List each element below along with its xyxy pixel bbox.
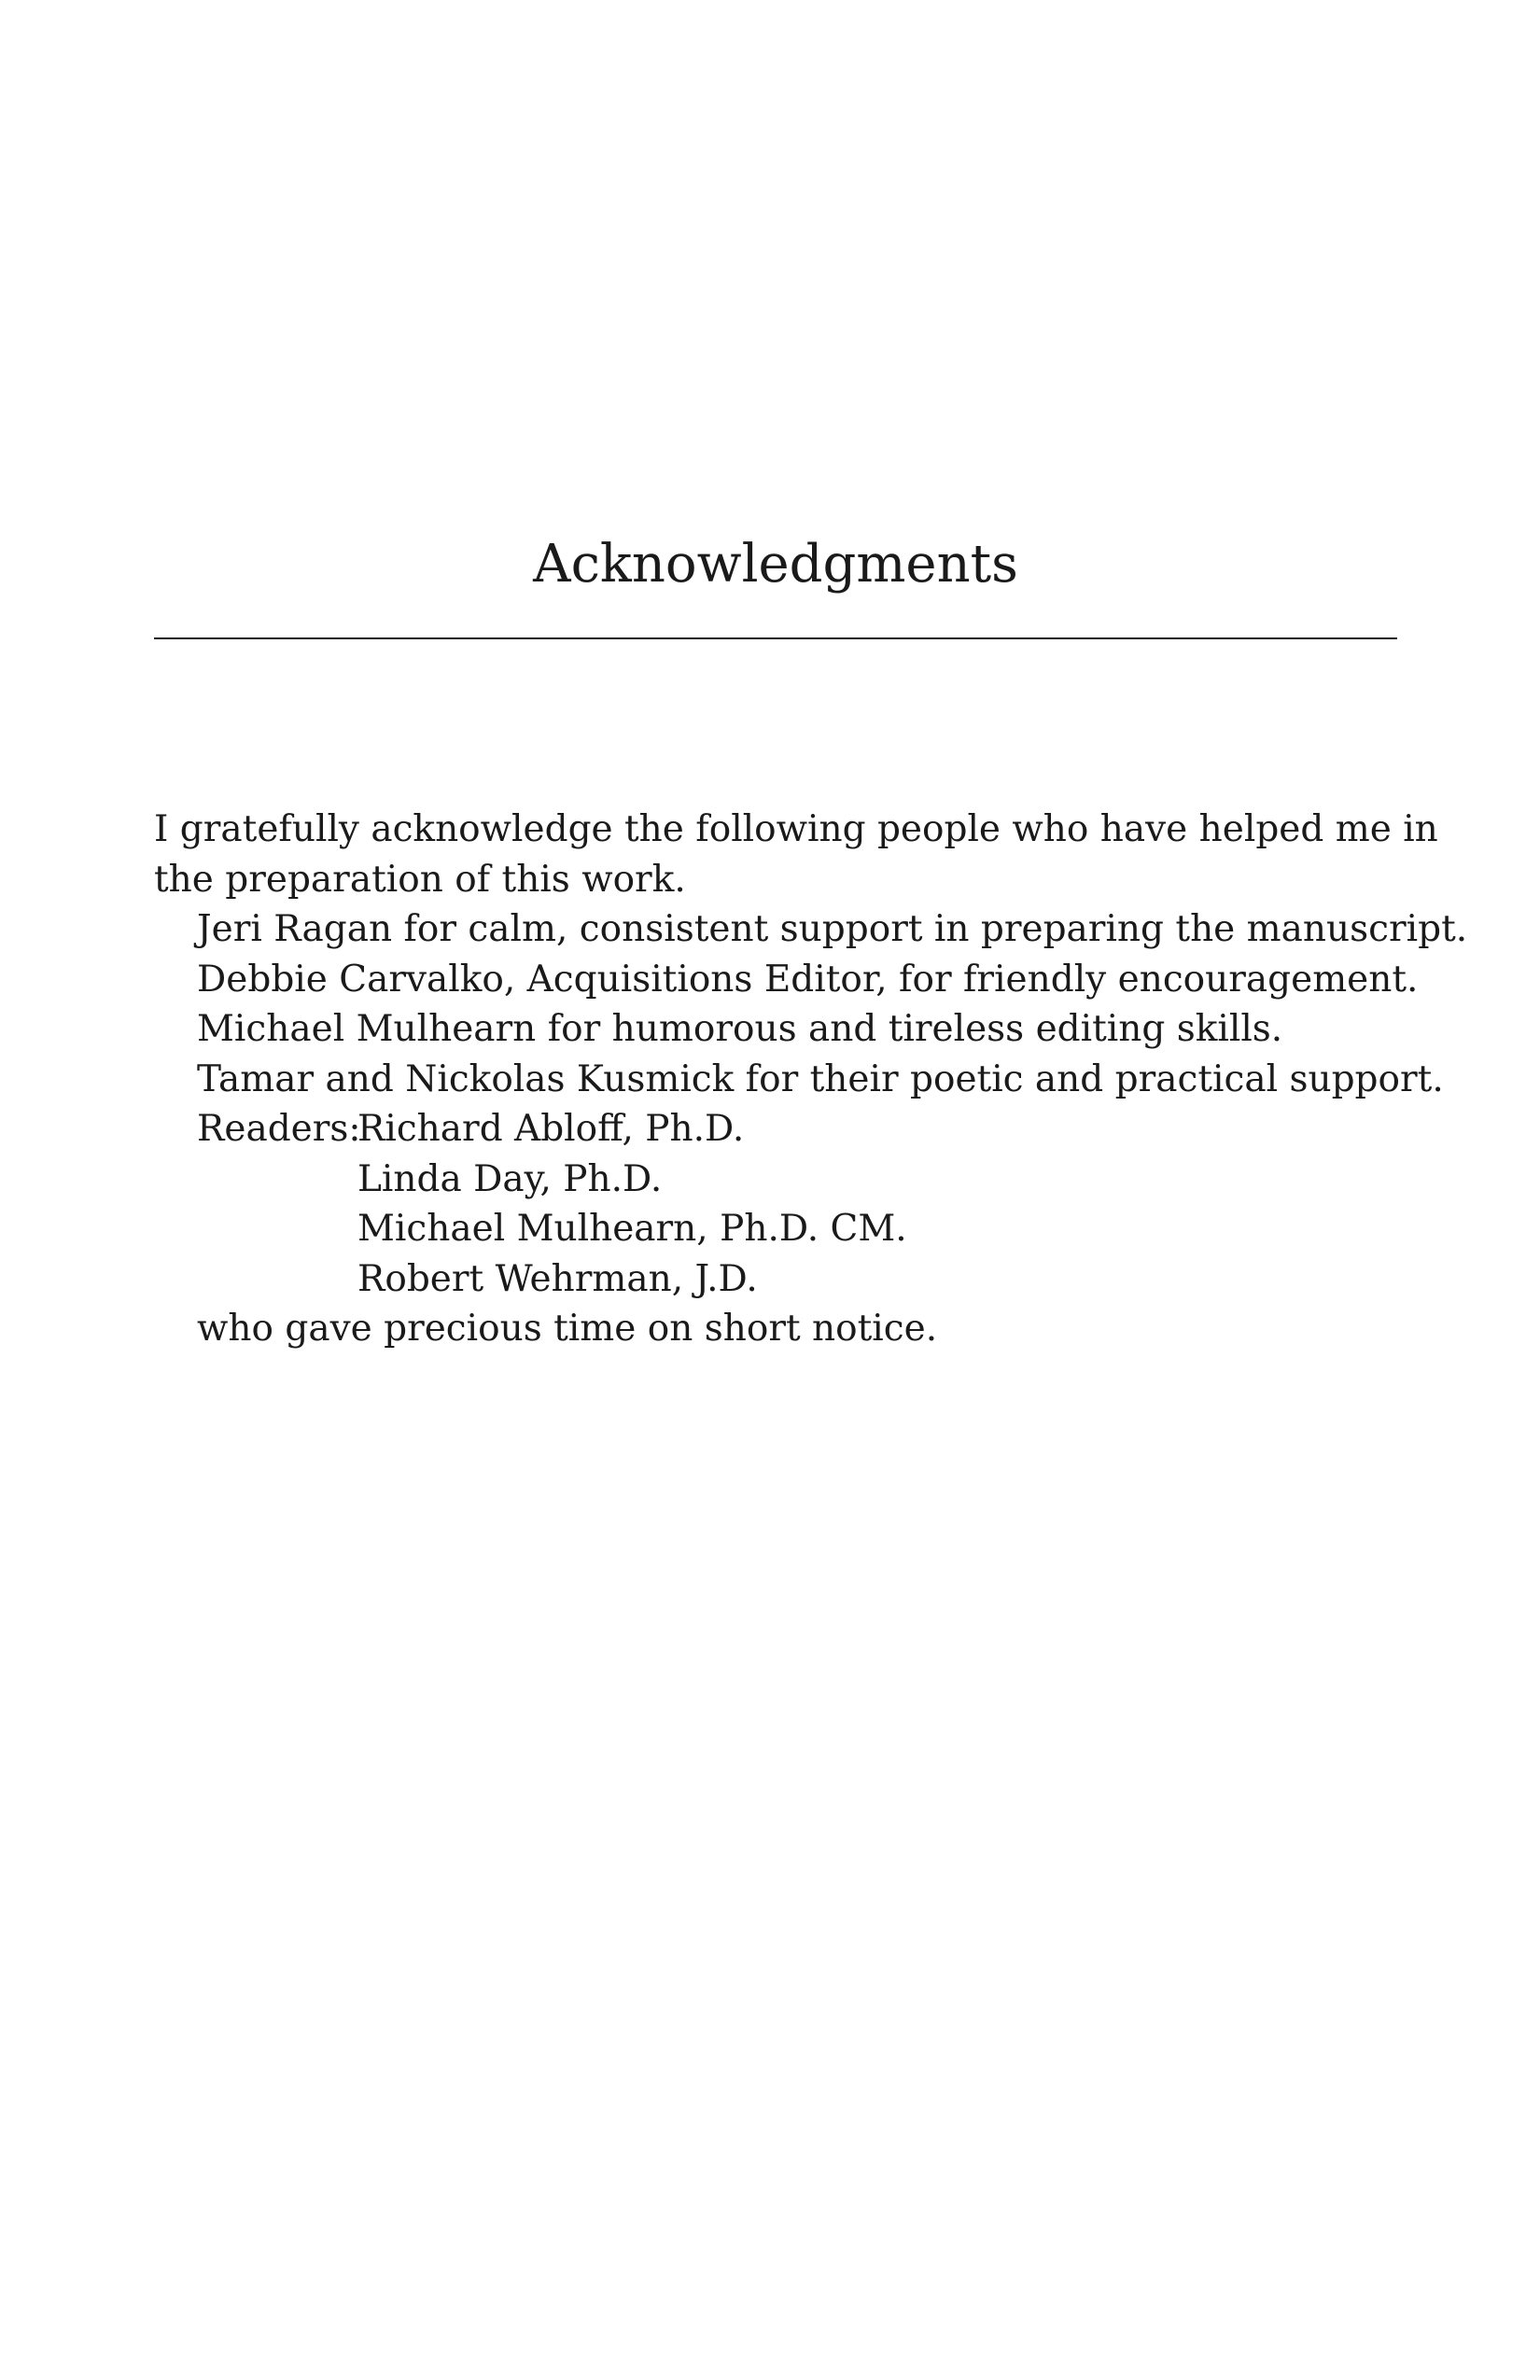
thanks-line: Tamar and Nickolas Kusmick for their poetic and practical support.: [197, 1057, 1444, 1100]
acknowledgments-body: [154, 805, 1468, 1354]
reader-name: Michael Mulhearn, Ph.D. CM.: [357, 1208, 907, 1250]
thanks-line: Debbie Carvalko, Acquisitions Editor, for friendly encouragement.: [197, 958, 1419, 1001]
page-title: Acknowledgments: [533, 534, 1018, 595]
title-divider: [154, 637, 1397, 639]
thanks-line: Jeri Ragan for calm, consistent support in preparing the manuscript.: [197, 908, 1468, 950]
readers-label: Readers:: [197, 1108, 361, 1150]
reader-name: Richard Abloff, Ph.D.: [357, 1108, 745, 1150]
reader-name: Robert Wehrman, J.D.: [357, 1257, 758, 1300]
readers-closing: who gave precious time on short notice.: [197, 1308, 938, 1350]
readers-row: [154, 1104, 1405, 1155]
intro-line-2: the preparation of this work.: [154, 858, 686, 901]
thanks-line: Michael Mulhearn for humorous and tireless editing skills.: [197, 1008, 1283, 1050]
intro-line-1: I gratefully acknowledge the following people who have helped me in: [154, 808, 1438, 850]
reader-name: Linda Day, Ph.D.: [357, 1157, 663, 1200]
